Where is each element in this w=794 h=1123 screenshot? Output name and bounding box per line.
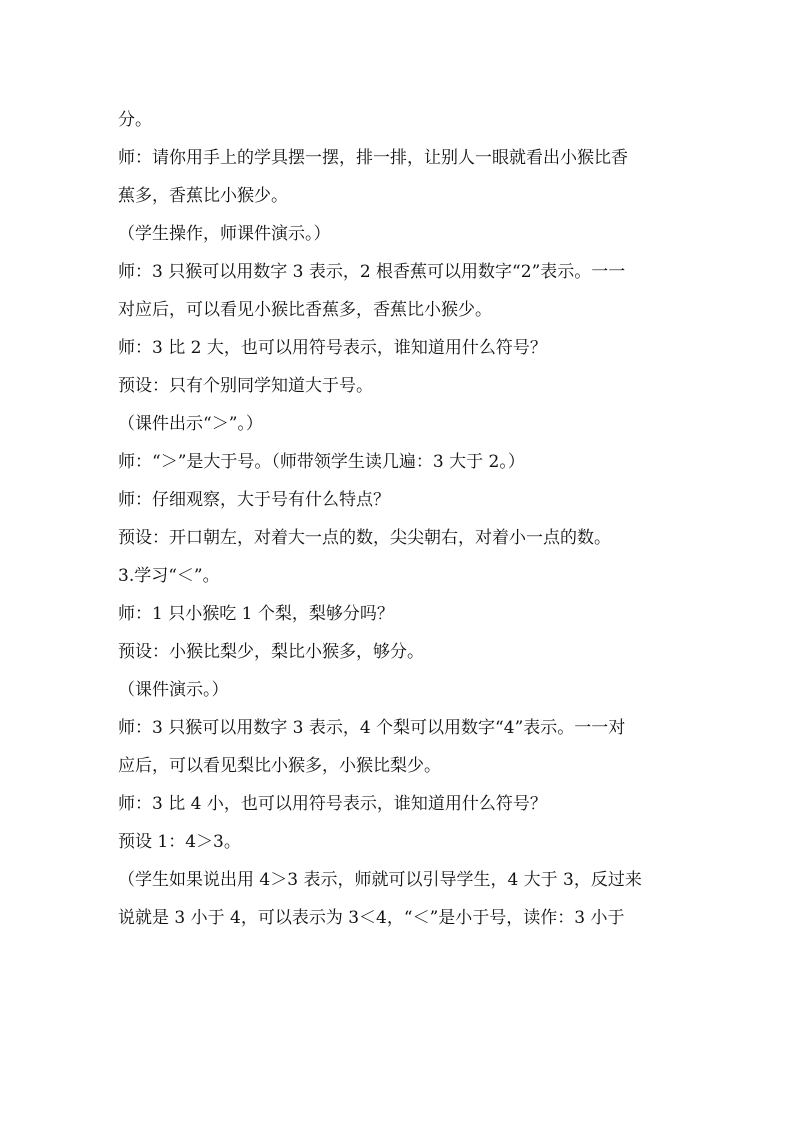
text-line: 师：1 只小猴吃 1 个梨，梨够分吗？	[118, 604, 394, 624]
text-line: 师：请你用手上的学具摆一摆，排一排，让别人一眼就看出小猴比香	[118, 148, 628, 168]
text-line: 说就是 3 小于 4，可以表示为 3＜4，“＜”是小于号，读作：3 小于	[118, 908, 625, 928]
text-line: （学生如果说出用 4＞3 表示，师就可以引导学生，4 大于 3，反过来	[118, 870, 642, 890]
text-line: 师：仔细观察，大于号有什么特点？	[118, 490, 390, 510]
text-line: 预设：只有个别同学知道大于号。	[118, 376, 373, 396]
section-heading: 3.学习“＜”。	[118, 566, 220, 586]
text-line: （课件演示。）	[118, 680, 229, 700]
text-line: 对应后，可以看见小猴比香蕉多，香蕉比小猴少。	[118, 300, 492, 320]
text-line: 应后，可以看见梨比小猴多，小猴比梨少。	[118, 756, 441, 776]
text-line: 预设 1：4＞3。	[118, 832, 241, 852]
text-line: 预设：小猴比梨少，梨比小猴多，够分。	[118, 642, 424, 662]
text-line: （课件出示“＞”。）	[118, 414, 263, 434]
text-line: 师：3 只猴可以用数字 3 表示，4 个梨可以用数字“4”表示。一一对	[118, 718, 626, 738]
text-line: （学生操作，师课件演示。）	[118, 224, 331, 244]
document-body	[118, 101, 684, 937]
text-line: 师：3 比 4 小，也可以用符号表示，谁知道用什么符号？	[118, 794, 547, 814]
text-line: 师：3 只猴可以用数字 3 表示，2 根香蕉可以用数字“2”表示。一一	[118, 262, 626, 282]
text-line: 师：“＞”是大于号。（师带领学生读几遍：3 大于 2。）	[118, 452, 525, 472]
text-line: 蕉多，香蕉比小猴少。	[118, 186, 288, 206]
text-line: 分。	[118, 110, 152, 130]
text-line: 师：3 比 2 大，也可以用符号表示，谁知道用什么符号？	[118, 338, 547, 358]
text-line: 预设：开口朝左，对着大一点的数，尖尖朝右，对着小一点的数。	[118, 528, 611, 548]
